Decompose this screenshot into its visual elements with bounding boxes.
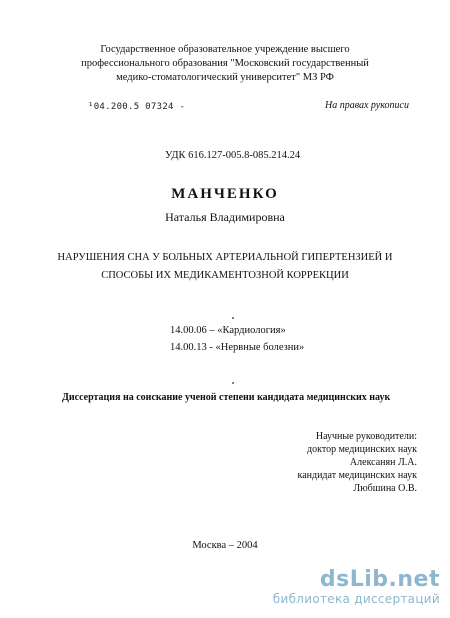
dissertation-title [0, 249, 450, 285]
advisor-name: Любшина О.В. [353, 483, 417, 494]
advisor-degree: доктор медицинских наук [307, 444, 417, 455]
manuscript-note: На правах рукописи [325, 100, 409, 111]
dissertation-degree: Диссертация на соискание ученой степени кандидата медицинских наук [62, 392, 391, 403]
udk-code: УДК 616.127-005.8-085.214.24 [165, 150, 301, 161]
author-name: Наталья Владимировна [165, 210, 285, 224]
advisors-heading: Научные руководители: [315, 431, 417, 442]
title-line: НАРУШЕНИЯ СНА У БОЛЬНЫХ АРТЕРИАЛЬНОЙ ГИПЕРТЕНЗИЕЙ И [57, 252, 393, 263]
scan-speck [232, 382, 234, 384]
advisor-degree: кандидат медицинских наук [297, 470, 417, 481]
registration-stamp: ¹04.200.5 07324 - [88, 102, 186, 112]
scan-speck [232, 317, 234, 319]
institution-line: Государственное образовательное учреждение высшего [100, 44, 350, 55]
scientific-advisors [298, 430, 418, 495]
author-surname: МАНЧЕНКО [171, 186, 279, 202]
specialty-neurology: 14.00.13 - «Нервные болезни» [170, 342, 305, 353]
institution-line: профессионального образования "Московский государственный [81, 58, 369, 69]
institution-line: медико-стоматологический университет" МЗ РФ [116, 72, 334, 83]
dslib-watermark [273, 568, 440, 607]
watermark-subtitle: библиотека диссертаций [272, 592, 440, 606]
advisor-name: Алексанян Л.А. [349, 457, 417, 468]
city-year: Москва – 2004 [192, 540, 258, 551]
specialty-cardiology: 14.00.06 – «Кардиология» [170, 325, 286, 336]
title-line: СПОСОБЫ ИХ МЕДИКАМЕНТОЗНОЙ КОРРЕКЦИИ [101, 270, 349, 281]
institution-header [0, 43, 450, 85]
watermark-logo: dsLib.net [319, 567, 440, 592]
